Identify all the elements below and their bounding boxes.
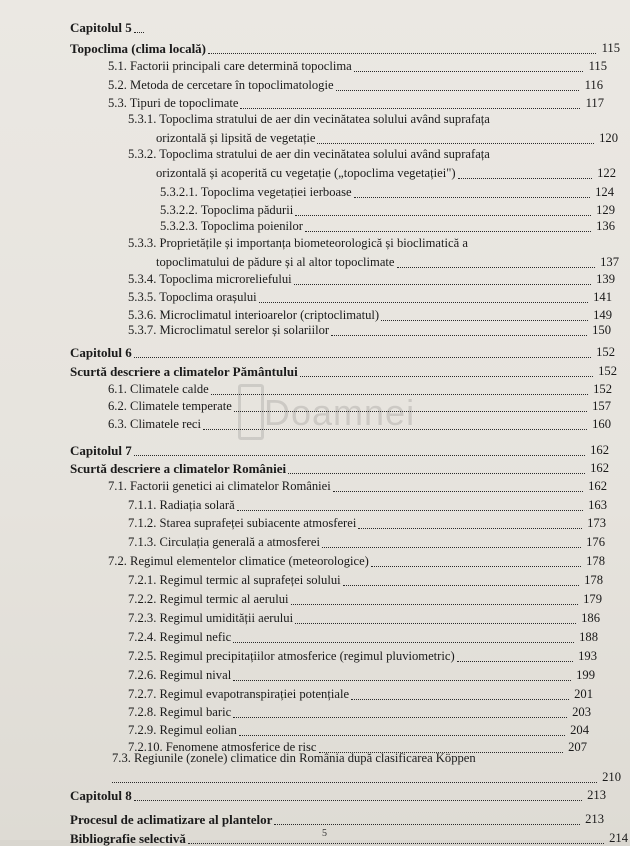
toc-entry-title: 5.3.1. Topoclima stratului de aer din vecinătatea solului având suprafața xyxy=(128,112,490,126)
page-footer-mark: 5 xyxy=(322,828,327,839)
toc-entry-title: orizontală și lipsită de vegetație xyxy=(156,131,316,145)
toc-page-number: 201 xyxy=(574,687,593,701)
toc-leader-dots xyxy=(234,411,587,412)
toc-entry-title: orizontală și acoperită cu vegetație („topoclima vegetației") xyxy=(156,166,456,180)
toc-chapter-heading: Scurtă descriere a climatelor României xyxy=(70,461,287,476)
toc-leader-dots xyxy=(288,473,585,474)
toc-page-number: 152 xyxy=(596,345,615,359)
toc-leader-dots xyxy=(134,357,591,358)
toc-entry-title: 7.2.9. Regimul eolian xyxy=(128,723,237,737)
toc-leader-dots xyxy=(208,53,596,54)
toc-page-number: 204 xyxy=(570,723,589,737)
toc-page-number: 141 xyxy=(593,290,612,304)
toc-entry-title: 5.1. Factorii principali care determină topoclima xyxy=(108,59,352,73)
toc-page-number: 115 xyxy=(588,59,607,73)
toc-entry-title: 7.2.7. Regimul evapotranspirației potențiale xyxy=(128,687,350,701)
toc-entry-title: 5.3.7. Microclimatul serelor și solariilor xyxy=(128,323,330,337)
toc-leader-dots xyxy=(458,178,592,179)
toc-page-number: 129 xyxy=(596,203,615,217)
toc-leader-dots xyxy=(305,231,591,232)
toc-page-number: 178 xyxy=(584,573,603,587)
watermark-text: Doamnei xyxy=(264,392,416,433)
toc-entry-title: 5.3.5. Topoclima orașului xyxy=(128,290,257,304)
toc-page-number: 139 xyxy=(596,272,615,286)
toc-leader-dots xyxy=(300,376,593,377)
toc-leader-dots xyxy=(233,680,571,681)
toc-page-number: 115 xyxy=(601,41,620,55)
toc-entry-title: 7.2.4. Regimul nefic xyxy=(128,630,232,644)
toc-page-number: 117 xyxy=(585,96,604,110)
toc-entry-title: 7.2. Regimul elementelor climatice (meteorologice) xyxy=(108,554,369,568)
toc-leader-dots xyxy=(322,547,581,548)
toc-leader-dots xyxy=(203,429,587,430)
toc-leader-dots xyxy=(371,566,581,567)
toc-page-number: 116 xyxy=(584,78,603,92)
toc-leader-dots xyxy=(295,623,576,624)
toc-page-number: 186 xyxy=(581,611,600,625)
toc-leader-dots xyxy=(354,197,590,198)
toc-page-number: 120 xyxy=(599,131,618,145)
toc-page-number: 162 xyxy=(590,443,609,457)
toc-entry-title: 5.3.3. Proprietățile și importanța biometeorologică și bioclimatică a xyxy=(128,236,468,250)
toc-leader-dots xyxy=(397,267,595,268)
toc-entry-title: topoclimatului de pădure și al altor topoclimate xyxy=(156,255,395,269)
toc-page-number: 210 xyxy=(602,770,621,784)
toc-leader-dots xyxy=(134,800,582,801)
toc-leader-dots xyxy=(134,455,585,456)
toc-chapter-heading: Capitolul 5 xyxy=(70,20,132,35)
toc-leader-dots xyxy=(291,604,578,605)
toc-leader-dots xyxy=(336,90,579,91)
toc-leader-dots xyxy=(233,717,567,718)
toc-entry-title: 7.1.1. Radiația solară xyxy=(128,498,235,512)
toc-chapter-heading: Capitolul 7 xyxy=(70,443,132,458)
toc-entry-title: 7.2.3. Regimul umidității aerului xyxy=(128,611,294,625)
toc-leader-dots xyxy=(354,71,583,72)
toc-page-number: 122 xyxy=(597,166,616,180)
toc-entry-title: 7.1.2. Starea suprafeței subiacente atmosferei xyxy=(128,516,357,530)
toc-page-number: 149 xyxy=(593,308,612,322)
toc-entry-title: 7.2.10. Fenomene atmosferice de risc xyxy=(128,740,317,754)
toc-chapter-heading: Topoclima (clima locală) xyxy=(70,41,207,56)
toc-leader-dots xyxy=(333,491,583,492)
toc-page-number: 152 xyxy=(598,364,617,378)
toc-entry-title: 5.3. Tipuri de topoclimate xyxy=(108,96,239,110)
toc-page-number: 150 xyxy=(592,323,611,337)
toc-leader-dots xyxy=(233,642,574,643)
toc-entry-title: 7.2.1. Regimul termic al suprafeței solului xyxy=(128,573,341,587)
toc-page-number: 157 xyxy=(592,399,611,413)
toc-entry-title: 5.3.2.2. Topoclima pădurii xyxy=(160,203,294,217)
toc-leader-dots xyxy=(381,320,588,321)
toc-leader-dots xyxy=(112,782,567,783)
toc-page-number: 162 xyxy=(588,479,607,493)
toc-entry-title: 7.2.5. Regimul precipitațiilor atmosferice (regimul pluviometric) xyxy=(128,649,455,663)
toc-page-number: 152 xyxy=(593,382,612,396)
toc-entry-title: 5.3.4. Topoclima microreliefului xyxy=(128,272,292,286)
toc-entry-title: 7.2.2. Regimul termic al aerului xyxy=(128,592,289,606)
toc-page-number: 163 xyxy=(588,498,607,512)
toc-leader-dots xyxy=(294,284,591,285)
toc-chapter-heading: Scurtă descriere a climatelor Pământului xyxy=(70,364,298,379)
toc-entry-title: 5.3.2. Topoclima stratului de aer din vecinătatea solului având suprafața xyxy=(128,147,490,161)
toc-page-number: 213 xyxy=(587,788,606,802)
toc-chapter-heading: Bibliografie selectivă xyxy=(70,831,186,846)
toc-entry-title: 5.2. Metoda de cercetare în topoclimatologie xyxy=(108,78,334,92)
toc-entry-title: 5.3.2.1. Topoclima vegetației ierboase xyxy=(160,185,352,199)
toc-leader-dots xyxy=(331,335,587,336)
toc-page-number: 179 xyxy=(583,592,602,606)
toc-leader-dots xyxy=(457,661,573,662)
toc-page-number: 137 xyxy=(600,255,619,269)
toc-leader-dots xyxy=(351,699,569,700)
toc-page-number: 136 xyxy=(596,219,615,233)
toc-leader-dots xyxy=(295,215,591,216)
toc-entry-title: 7.1.3. Circulația generală a atmosferei xyxy=(128,535,320,549)
toc-leader-dots xyxy=(188,843,604,844)
toc-leader-dots xyxy=(274,824,580,825)
toc-entry-title: 6.3. Climatele reci xyxy=(108,417,202,431)
toc-entry-title: 7.2.6. Regimul nival xyxy=(128,668,232,682)
toc-leader-dots xyxy=(237,510,583,511)
toc-leader-dots xyxy=(240,108,580,109)
toc-page-number: 173 xyxy=(587,516,606,530)
toc-entry-title: 7.1. Factorii genetici ai climatelor României xyxy=(108,479,331,493)
toc-leader-dots xyxy=(239,735,565,736)
toc-leader-dots xyxy=(343,585,579,586)
toc-chapter-heading: Capitolul 6 xyxy=(70,345,132,360)
toc-leader-dots xyxy=(259,302,588,303)
toc-page-number: 188 xyxy=(579,630,598,644)
toc-page-number: 124 xyxy=(595,185,614,199)
toc-page-number: 160 xyxy=(592,417,611,431)
toc-entry-title: 6.1. Climatele calde xyxy=(108,382,209,396)
toc-leader-dots xyxy=(134,32,144,33)
toc-leader-dots xyxy=(358,528,582,529)
toc-entry-title: 6.2. Climatele temperate xyxy=(108,399,232,413)
toc-page-number: 178 xyxy=(586,554,605,568)
toc-page-number: 176 xyxy=(586,535,605,549)
toc-entry-title: 5.3.6. Microclimatul interioarelor (criptoclimatul) xyxy=(128,308,380,322)
toc-page-number: 203 xyxy=(572,705,591,719)
toc-leader-dots xyxy=(211,394,588,395)
toc-page-number: 214 xyxy=(609,831,628,845)
toc-page-number: 199 xyxy=(576,668,595,682)
toc-page-number: 193 xyxy=(578,649,597,663)
toc-page-number: 207 xyxy=(568,740,587,754)
toc-entry-title: 7.3. Regiunile (zonele) climatice din România după clasificarea Köppen xyxy=(112,751,476,765)
toc-entry-title: 5.3.2.3. Topoclima poienilor xyxy=(160,219,303,233)
toc-page-number: 162 xyxy=(590,461,609,475)
toc-entry-title: 7.2.8. Regimul baric xyxy=(128,705,232,719)
toc-page-number: 213 xyxy=(585,812,604,826)
toc-chapter-heading: Capitolul 8 xyxy=(70,788,132,803)
toc-leader-dots xyxy=(317,143,594,144)
toc-chapter-heading: Procesul de aclimatizare al plantelor xyxy=(70,812,273,827)
